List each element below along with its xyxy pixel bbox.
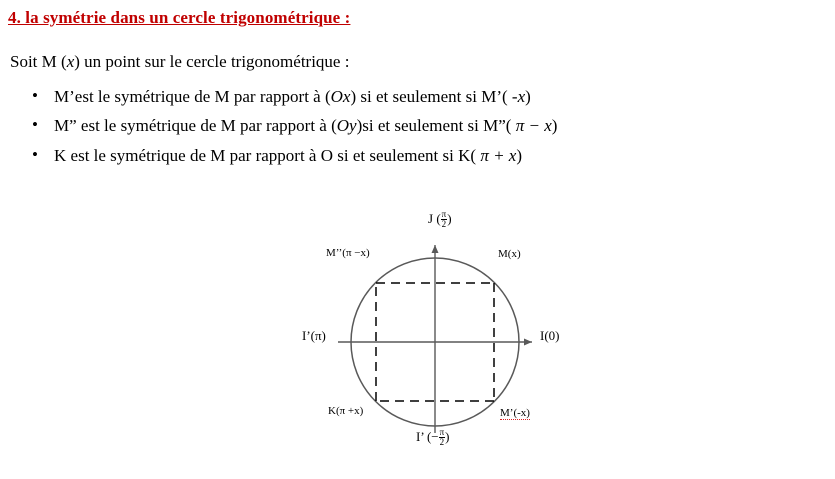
bullet-italic-part: x	[517, 87, 526, 106]
bullet-text-part: )si et seulement si M”(	[356, 116, 516, 136]
list-item	[54, 145, 557, 166]
label-point-I-prime-bottom	[416, 428, 450, 448]
label-point-M-prime: M’(-x)	[500, 407, 530, 419]
trigonometric-circle-figure	[300, 209, 600, 470]
bullet-text-part: ) si et seulement si M’( -	[350, 87, 518, 106]
label-I-prime-bottom-close: )	[445, 428, 450, 444]
label-point-I: I(0)	[540, 328, 560, 343]
bullet-text-part: K est le symétrique de M par rapport à O si et seulement si K(	[54, 145, 481, 165]
bullet-italic-part: π − x	[515, 116, 552, 136]
fraction-denominator: 2	[439, 437, 445, 448]
bullet-text-part: )	[516, 145, 523, 165]
label-J-text: J	[428, 210, 434, 226]
page-title: 4. la symétrie dans un cercle trigonométrique :	[8, 8, 351, 27]
bullet-text-part: )	[551, 116, 558, 136]
bullet-text-part: M” est le symétrique de M par rapport à (	[54, 116, 337, 136]
label-point-M-double-prime: M’’(π −x)	[326, 247, 370, 259]
bullet-text-part: )	[525, 87, 531, 106]
label-point-M: M(x)	[498, 248, 521, 260]
list-item	[54, 115, 557, 136]
label-point-J: J ( $\frac{\pi}{2}$ )	[428, 209, 452, 230]
list-item	[54, 86, 557, 107]
label-point-I-prime: I’(π)	[302, 328, 326, 343]
fraction-numerator: π	[439, 427, 445, 437]
bullet-italic-part: Ox	[330, 87, 351, 106]
intro-variable: x	[66, 52, 75, 71]
fraction-numerator: π	[441, 209, 447, 219]
fraction-denominator: 2	[441, 219, 447, 230]
bullet-italic-part: π + x	[480, 145, 517, 165]
bullet-text-part: M’est le symétrique de M par rapport à (	[54, 87, 331, 106]
bullet-italic-part: Oy	[336, 116, 357, 136]
intro-after: ) un point sur le cercle trigonométrique :	[74, 52, 350, 71]
label-I-prime-bottom-text: I’ (−	[416, 428, 439, 444]
bullet-list	[10, 86, 557, 174]
axes-group	[338, 245, 532, 433]
label-point-K: K(π +x)	[328, 405, 364, 417]
intro-sentence	[10, 52, 349, 72]
intro-before: Soit M (	[10, 52, 67, 71]
